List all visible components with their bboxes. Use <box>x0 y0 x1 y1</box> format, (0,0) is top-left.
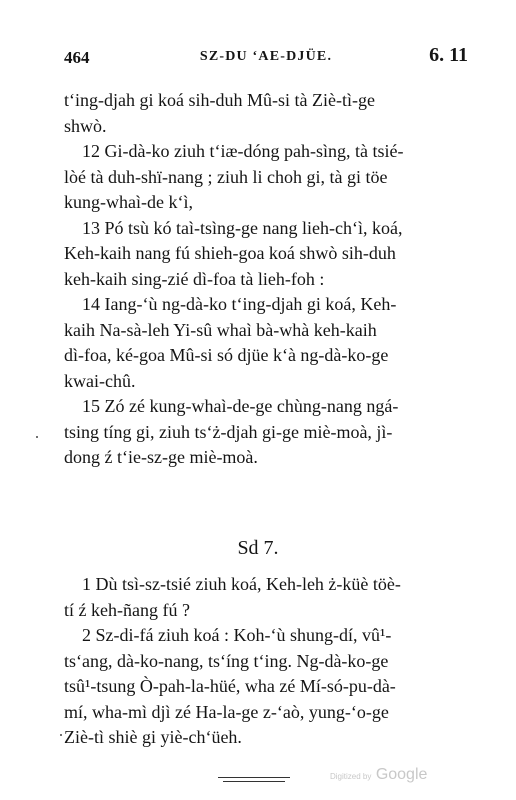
print-speck <box>36 436 38 438</box>
text-line: tsing tíng gi, ziuh ts‘ż-djah gi-ge miè-moà, jì- <box>64 421 393 442</box>
text-line: ts‘ang, dà-ko-nang, ts‘íng t‘ing. Ng-dà-ko-ge <box>64 650 389 671</box>
second-passage <box>64 572 476 751</box>
text-line: 14 Iang-‘ù ng-dà-ko t‘ing-djah gi koá, Keh- <box>82 294 397 314</box>
text-line: tí ź keh-ñang fú ? <box>64 599 190 620</box>
text-line: 2 Sz-di-fá ziuh koá : Koh-‘ù shung-dí, vû¹- <box>82 625 392 645</box>
text-line: Keh-kaih nang fú shieh-goa koá shwò sih-duh <box>64 243 396 263</box>
text-line: Ziè-tì shiè gi yiè-ch‘üeh. <box>64 727 242 747</box>
print-speck <box>60 734 62 736</box>
digitization-watermark <box>330 766 427 784</box>
footer-rule <box>218 777 290 778</box>
text-line: dong ź t‘ie-sz-ge miè-moà. <box>64 447 258 467</box>
text-line: kung-whaì-de k‘ì, <box>64 192 193 212</box>
footer-rule <box>223 781 285 782</box>
text-line: keh-kaih sing-zié dì-foa tà lieh-foh : <box>64 268 325 289</box>
main-passage <box>64 88 476 471</box>
text-line: dì-foa, ké-goa Mû-si só djüe k‘à ng-dà-ko-ge <box>64 345 389 365</box>
watermark-brand: Google <box>375 766 428 783</box>
text-line: shwò. <box>64 115 107 136</box>
text-line: tsû¹-tsung Ò-pah-la-hüé, wha zé Mí-só-pu-dà- <box>64 676 396 696</box>
text-line: 13 Pó tsù kó taì-tsìng-ge nang lieh-ch‘ì, koá, <box>82 217 403 238</box>
watermark-prefix: Digitized by <box>330 772 372 781</box>
text-line: mí, wha-mì djì zé Ha-la-ge z-‘aò, yung-‘o-ge <box>64 701 389 722</box>
text-line: t‘ing-djah gi koá sih-duh Mû-si tà Ziè-tì-ge <box>64 90 375 110</box>
text-line: kwai-chû. <box>64 370 136 391</box>
running-title: SZ-DU ‘AE-DJÜE. <box>199 49 333 64</box>
page-header <box>64 44 468 72</box>
text-line: kaih Na-sà-leh Yi-sû whaì bà-whà keh-kaih <box>64 319 377 340</box>
text-line: 12 Gi-dà-ko ziuh t‘iæ-dóng pah-sìng, tà tsié- <box>82 141 404 161</box>
text-line: 1 Dù tsì-sz-tsié ziuh koá, Keh-leh ż-küè töè- <box>82 574 401 594</box>
page-number: 464 <box>64 48 90 67</box>
text-line: lòé tà duh-shï-nang ; ziuh li choh gi, tà gi töe <box>64 166 388 187</box>
chapter-reference: 6. 11 <box>429 44 468 66</box>
text-line: 15 Zó zé kung-whaì-de-ge chùng-nang ngá- <box>82 396 399 416</box>
section-heading: Sd 7. <box>237 537 279 559</box>
